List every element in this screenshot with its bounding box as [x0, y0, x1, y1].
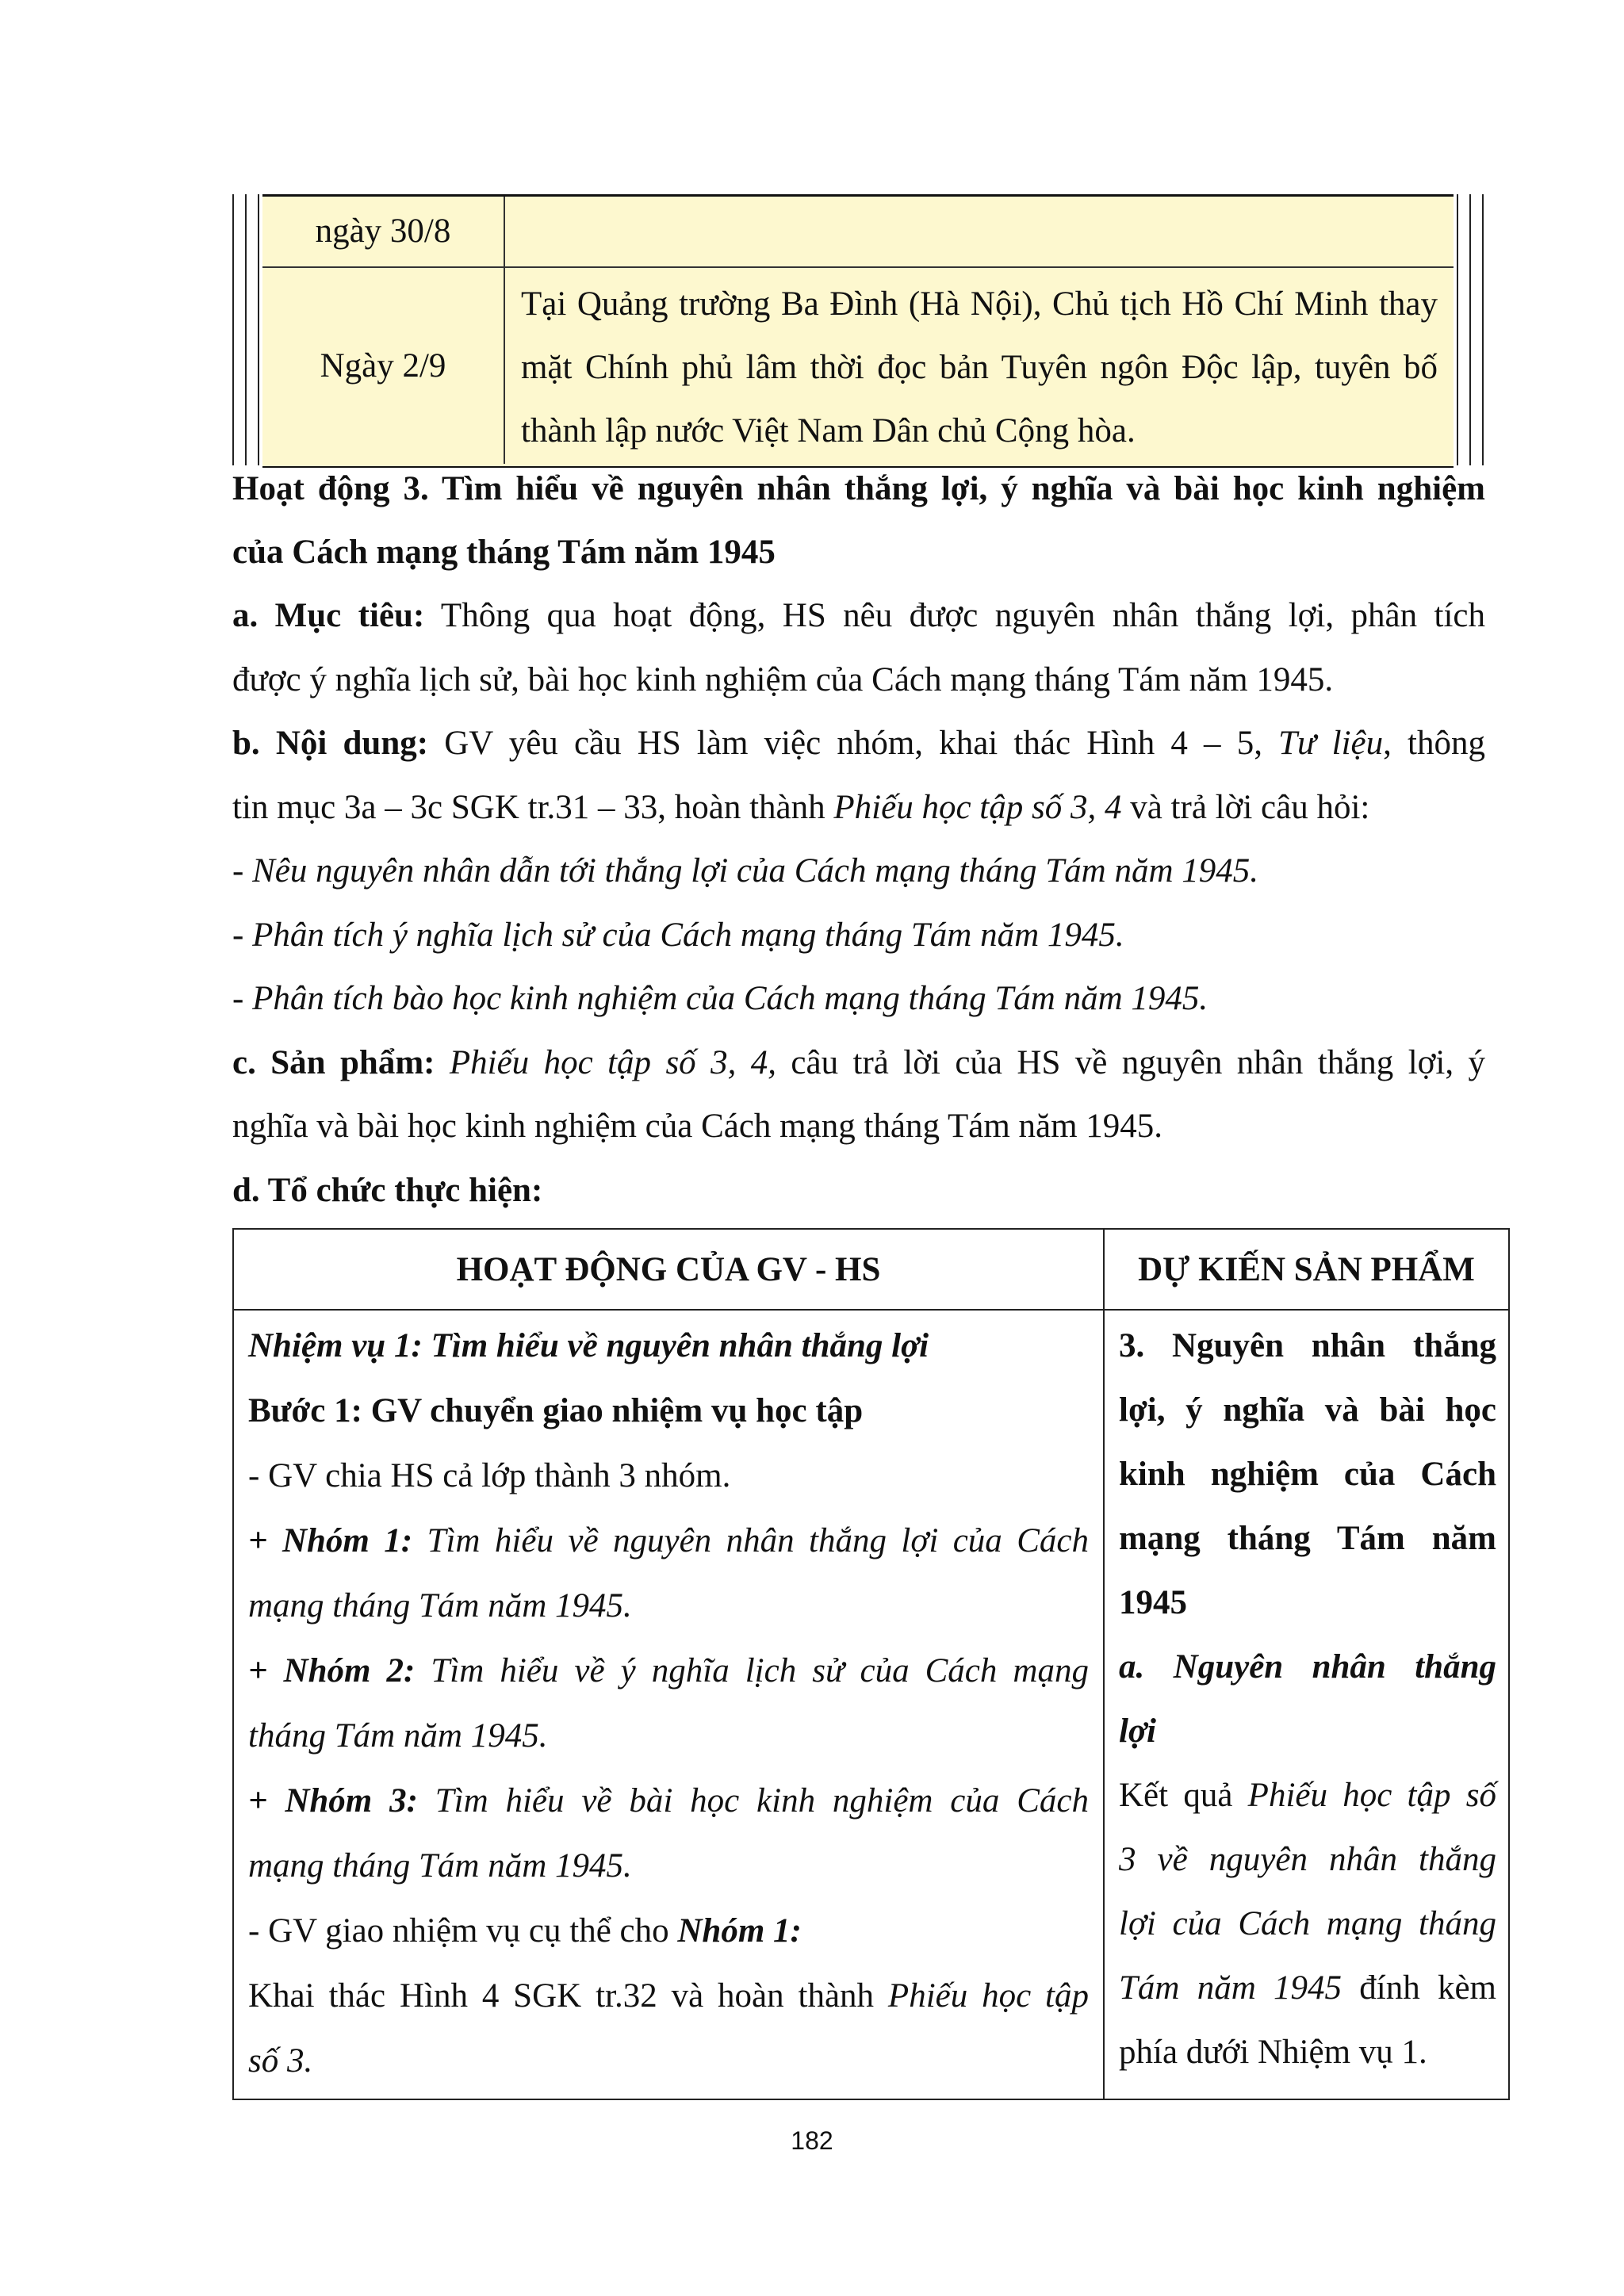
- result-italic: Tám năm 1945: [1119, 1969, 1342, 2007]
- date-cell: ngày 30/8: [262, 197, 505, 266]
- activity-title-line2: của Cách mạng tháng Tám năm 1945: [232, 534, 776, 571]
- goal-line2: được ý nghĩa lịch sử, bài học kinh nghiệm của Cách mạng tháng Tám năm 1945.: [232, 661, 1334, 698]
- content-label: b. Nội dung:: [232, 725, 429, 762]
- teacher-student-column: [248, 1314, 1089, 2094]
- exploit-line1: [248, 1964, 1089, 2029]
- product-text: câu trả lời của HS về nguyên nhân thắng lợi, ý: [776, 1044, 1486, 1081]
- group-1-text: Tìm hiểu về nguyên nhân thắng lợi của Cách: [412, 1522, 1089, 1559]
- group-3-line1: [248, 1769, 1089, 1834]
- group-1-line1: [248, 1509, 1089, 1574]
- organization-label: d. Tổ chức thực hiện:: [232, 1172, 543, 1209]
- result-line3: lợi của Cách mạng tháng: [1119, 1905, 1496, 1942]
- group-3-text: Tìm hiểu về bài học kinh nghiệm của Cách: [417, 1782, 1089, 1820]
- header-divider: [234, 1309, 1508, 1311]
- exploit-italic: Phiếu học tập: [887, 1977, 1089, 2015]
- table-row: [262, 197, 1454, 268]
- step-heading: Bước 1: GV chuyển giao nhiệm vụ học tập: [248, 1392, 864, 1429]
- header-expected-product: DỰ KIẾN SẢN PHẨM: [1138, 1250, 1475, 1288]
- column-divider: [1103, 1230, 1105, 2099]
- divide-text: - GV chia HS cả lớp thành 3 nhóm.: [248, 1457, 731, 1494]
- group-3-label: + Nhóm 3:: [248, 1782, 418, 1820]
- table-left-border: [232, 194, 264, 465]
- product-label: c. Sản phẩm:: [232, 1044, 435, 1081]
- table-row: [262, 268, 1454, 464]
- product-heading-line: lợi, ý nghĩa và bài học: [1119, 1391, 1496, 1429]
- product-heading-line: kinh nghiệm của Cách: [1119, 1456, 1496, 1493]
- content-italic: Tư liệu: [1278, 725, 1384, 762]
- content-text: , thông: [1383, 725, 1485, 762]
- exploit-line2: số 3.: [248, 2042, 313, 2080]
- subheading-line: a. Nguyên nhân thắng: [1119, 1648, 1496, 1686]
- goal-line1: [232, 584, 1485, 649]
- event-line: thành lập nước Việt Nam Dân chủ Cộng hòa.: [521, 412, 1136, 450]
- timeline-grid: [262, 194, 1454, 468]
- result-line4: [1119, 1956, 1496, 2020]
- task-table: [232, 1228, 1510, 2100]
- timeline-table: [232, 194, 1484, 465]
- group-1-line2: mạng tháng Tám năm 1945.: [248, 1587, 632, 1624]
- question-item: - Phân tích bào học kinh nghiệm của Cách mạng tháng Tám năm 1945.: [232, 980, 1208, 1017]
- goal-text: Thông qua hoạt động, HS nêu được nguyên nhân thắng lợi, phân tích: [424, 597, 1485, 634]
- assign-text: [248, 1899, 1089, 1964]
- date-cell: Ngày 2/9: [262, 268, 505, 464]
- exploit-text: Khai thác Hình 4 SGK tr.32 và hoàn thành: [248, 1977, 888, 2015]
- result-line5: phía dưới Nhiệm vụ 1.: [1119, 2034, 1427, 2071]
- product-line2: nghĩa và bài học kinh nghiệm của Cách mạng tháng Tám năm 1945.: [232, 1108, 1163, 1145]
- result-line2: 3 về nguyên nhân thắng: [1119, 1841, 1496, 1878]
- content-italic: Phiếu học tập số 3, 4: [833, 789, 1122, 826]
- content-text: tin mục 3a – 3c SGK tr.31 – 33, hoàn thành: [232, 789, 834, 826]
- event-line: Tại Quảng trường Ba Đình (Hà Nội), Chủ tịch Hồ Chí Minh thay: [521, 285, 1438, 323]
- subheading-line: lợi: [1119, 1712, 1156, 1750]
- event-line: mặt Chính phủ lâm thời đọc bản Tuyên ngôn Độc lập, tuyên bố: [521, 349, 1438, 386]
- group-2-text: Tìm hiểu về ý nghĩa lịch sử của Cách mạng: [415, 1652, 1089, 1689]
- task-heading: Nhiệm vụ 1: Tìm hiểu về nguyên nhân thắng lợi: [248, 1327, 929, 1364]
- content-text: và trả lời câu hỏi:: [1121, 789, 1370, 826]
- group-2-label: + Nhóm 2:: [248, 1652, 416, 1689]
- goal-label: a. Mục tiêu:: [232, 597, 425, 634]
- result-text: đính kèm: [1342, 1969, 1496, 2007]
- expected-product-column: [1119, 1314, 1496, 2084]
- content-text: GV yêu cầu HS làm việc nhóm, khai thác Hình 4 – 5,: [428, 725, 1279, 762]
- content-line1: [232, 712, 1485, 776]
- result-italic: Phiếu học tập số: [1247, 1777, 1496, 1814]
- group-1-label: + Nhóm 1:: [248, 1522, 413, 1559]
- product-heading-line: mạng tháng Tám năm: [1119, 1520, 1496, 1557]
- question-item: - Phân tích ý nghĩa lịch sử của Cách mạng tháng Tám năm 1945.: [232, 916, 1124, 954]
- event-cell: [505, 268, 1454, 464]
- activity-title-line1: Hoạt động 3. Tìm hiểu về nguyên nhân thắng lợi, ý nghĩa và bài học kinh nghiệm: [232, 470, 1485, 507]
- result-text: Kết quả: [1119, 1777, 1248, 1814]
- assign-group: Nhóm 1:: [677, 1912, 802, 1950]
- table-right-border: [1452, 194, 1484, 465]
- result-line1: [1119, 1763, 1496, 1827]
- product-italic: Phiếu học tập số 3, 4,: [435, 1044, 777, 1081]
- product-heading-line: 3. Nguyên nhân thắng: [1119, 1327, 1496, 1364]
- assign-prefix: - GV giao nhiệm vụ cụ thể cho: [248, 1912, 678, 1950]
- header-teacher-student: HOẠT ĐỘNG CỦA GV - HS: [456, 1250, 881, 1288]
- product-line1: [232, 1031, 1485, 1096]
- group-2-line2: tháng Tám năm 1945.: [248, 1717, 548, 1755]
- question-item: - Nêu nguyên nhân dẫn tới thắng lợi của Cách mạng tháng Tám năm 1945.: [232, 852, 1259, 890]
- content-line2: [232, 776, 1485, 840]
- event-cell: [505, 197, 1454, 266]
- page-number: 182: [791, 2126, 833, 2155]
- group-3-line2: mạng tháng Tám năm 1945.: [248, 1847, 632, 1885]
- product-heading-line: 1945: [1119, 1584, 1187, 1621]
- group-2-line1: [248, 1639, 1089, 1704]
